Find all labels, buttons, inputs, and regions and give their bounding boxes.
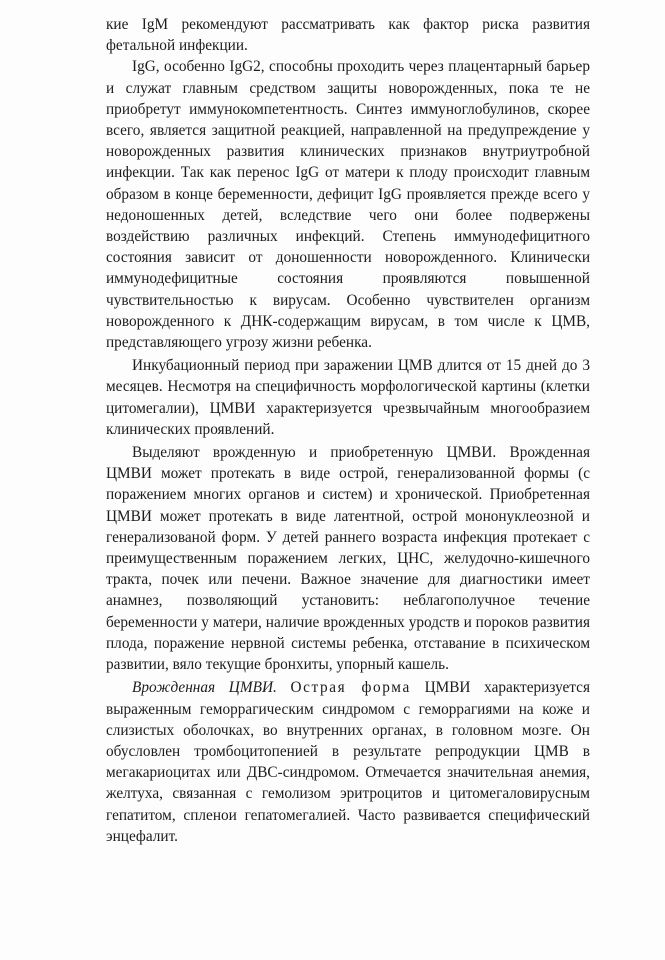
paragraph-igg: IgG, особенно IgG2, способны проходить через плацентарный барьер и служат главным средством защиты новорожденных, пока те не приобретут иммунокомпетентность. Синтез иммуноглобулинов, скорее всего, является защитной реакцией, направленной на предупреждение у новорожденных развития клинических признаков внутриутробной инфекции. Так как перенос IgG от матери к плоду происходит главным образом в конце беременности, дефицит IgG проявляется прежде всего у недоношенных детей, вследствие чего они более подвержены воздействию различных инфекций. Степень иммунодефицитного состояния зависит от доношенности новорожденного. Клинически иммунодефицитные состояния проявляются повышенной чувствительностью к вирусам. Особенно чувствителен организм новорожденного к ДНК-содержащим вирусам, в том числе к ЦМВ, представляющего угрозу жизни ребенка. [106, 58, 590, 352]
paragraph-congenital-body: ЦМВИ характеризуется выраженным геморрагическим синдромом с геморрагиями на коже и слизистых оболочках, во внутренних органах, в головном мозге. Он обусловлен тромбоцитопенией в результате репродукции ЦМВ в мегакариоцитах или ДВС-синдромом. Отмечается значительная анемия, желтуха, связанная с гемолизом эритроцитов и цитомегаловирусным гепатитом, спленои гепатомегалией. Часто развивается специфический энцефалит. [106, 679, 590, 845]
paragraph-continuation: кие IgM рекомендуют рассматривать как фактор риска развития фетальной инфекции. [106, 16, 590, 55]
paragraph-incubation: Инкубационный период при заражении ЦМВ длится от 15 дней до 3 месяцев. Несмотря на специфичность морфологической картины (клетки цитомегалии), ЦМВИ характеризуется чрезвычайным многообразием клинических проявлений. [106, 357, 590, 438]
section-heading-congenital: Врожденная ЦМВИ. [132, 679, 277, 697]
spaced-emphasis: Острая форма [290, 679, 411, 697]
paragraph-congenital [106, 677, 590, 847]
text-column [106, 14, 590, 847]
paragraph-forms: Выделяют врожденную и приобретенную ЦМВИ. Врожденная ЦМВИ может протекать в виде острой, генерализованной формы (с поражением многих органов и систем) и хронической. Приобретенная ЦМВИ может протекать в виде латентной, острой мононуклеозной и генерализованой форм. У детей раннего возраста инфекция протекает с преимущественным поражением легких, ЦНС, желудочно-кишечного тракта, почек или печени. Важное значение для диагностики имеет анамнез, позволяющий установить: неблагополучное течение беременности у матери, наличие врожденных уродств и пороков развития плода, поражение нервной системы ребенка, отставание в психическом развитии, вяло текущие бронхиты, упорный кашель. [106, 444, 590, 674]
